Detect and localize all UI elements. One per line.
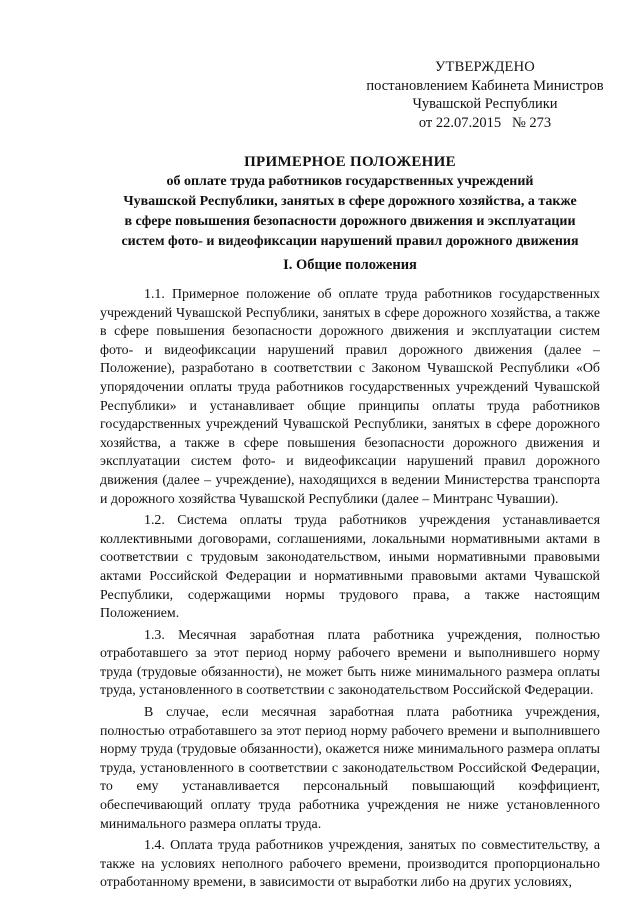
- approval-stamp: [360, 58, 610, 132]
- document-body: [100, 286, 600, 896]
- document-title-line: систем фото- и видеофиксации нарушений правил дорожного движения: [121, 234, 579, 249]
- document-title-line: об оплате труда работников государственных учреждений: [166, 174, 534, 189]
- document-title-main: ПРИМЕРНОЕ ПОЛОЖЕНИЕ: [244, 154, 456, 170]
- approval-title: УТВЕРЖДЕНО: [435, 59, 535, 75]
- paragraph-1-3-continued: В случае, если месячная заработная плата работника учреждения, полностью отработавшего за этот период норму рабочего времени и выполнившего норму труда (трудовые обязанности), окажется ниже минимального размера оплаты труда, установленного в соответствии с законодательством Российской Федерации, то ему устанавливается персональный повышающий коэффициент, обеспечивающий оплату труда работника учреждения не ниже установленного минимального размера оплаты труда.: [100, 705, 600, 832]
- document-title-line: в сфере повышения безопасности дорожного движения и эксплуатации: [124, 214, 576, 229]
- paragraph-1-4: 1.4. Оплата труда работников учреждения, занятых по совместительству, а также на условиях неполного рабочего времени, производится пропорционально отработанному времени, в зависимости от выработки либо на других условиях,: [100, 838, 600, 891]
- paragraph-1-2: 1.2. Система оплаты труда работников учреждения устанавливается коллективными договорами, соглашениями, локальными нормативными актами в соответствии с трудовым законодательством, иными нормативными правовыми актами Российской Федерации и нормативными правовыми актами Чувашской Республики, содержащими нормы трудового права, а также настоящим Положением.: [100, 513, 600, 622]
- approval-date-number: от 22.07.2015 № 273: [418, 114, 552, 131]
- paragraph-1-3: 1.3. Месячная заработная плата работника учреждения, полностью отработавшего за этот период норму рабочего времени и выполнившего норму труда (трудовые обязанности), не может быть ниже минимального размера оплаты труда, установленного в соответствии с законодательством Российской Федерации.: [100, 627, 600, 699]
- paragraph-1-1: 1.1. Примерное положение об оплате труда работников государственных учреждений Чувашской Республики, занятых в сфере дорожного хозяйства, а также в сфере повышения безопасности дорожного движения и эксплуатации систем фото- и видеофиксации нарушений правил дорожного движения (далее – Положение), разработано в соответствии с Законом Чувашской Республики «Об упорядочении оплаты труда работников государственных учреждений Чувашской Республики» и устанавливает общие принципы оплаты труда работников государственных учреждений Чувашской Республики, занятых в сфере дорожного хозяйства, а также в сфере повышения безопасности дорожного движения и эксплуатации систем фото- и видеофиксации нарушений правил дорожного движения (далее – учреждение), находящихся в ведении Министерства транспорта и дорожного хозяйства Чувашской Республики (далее – Минтранс Чувашии).: [100, 287, 600, 507]
- approval-issuer: постановлением Кабинета Министров: [366, 77, 604, 94]
- approval-republic: Чувашской Республики: [412, 96, 558, 112]
- document-title-line: Чувашской Республики, занятых в сфере дорожного хозяйства, а также: [123, 194, 577, 209]
- document-title: [100, 152, 600, 252]
- section-heading: I. Общие положения: [283, 257, 417, 273]
